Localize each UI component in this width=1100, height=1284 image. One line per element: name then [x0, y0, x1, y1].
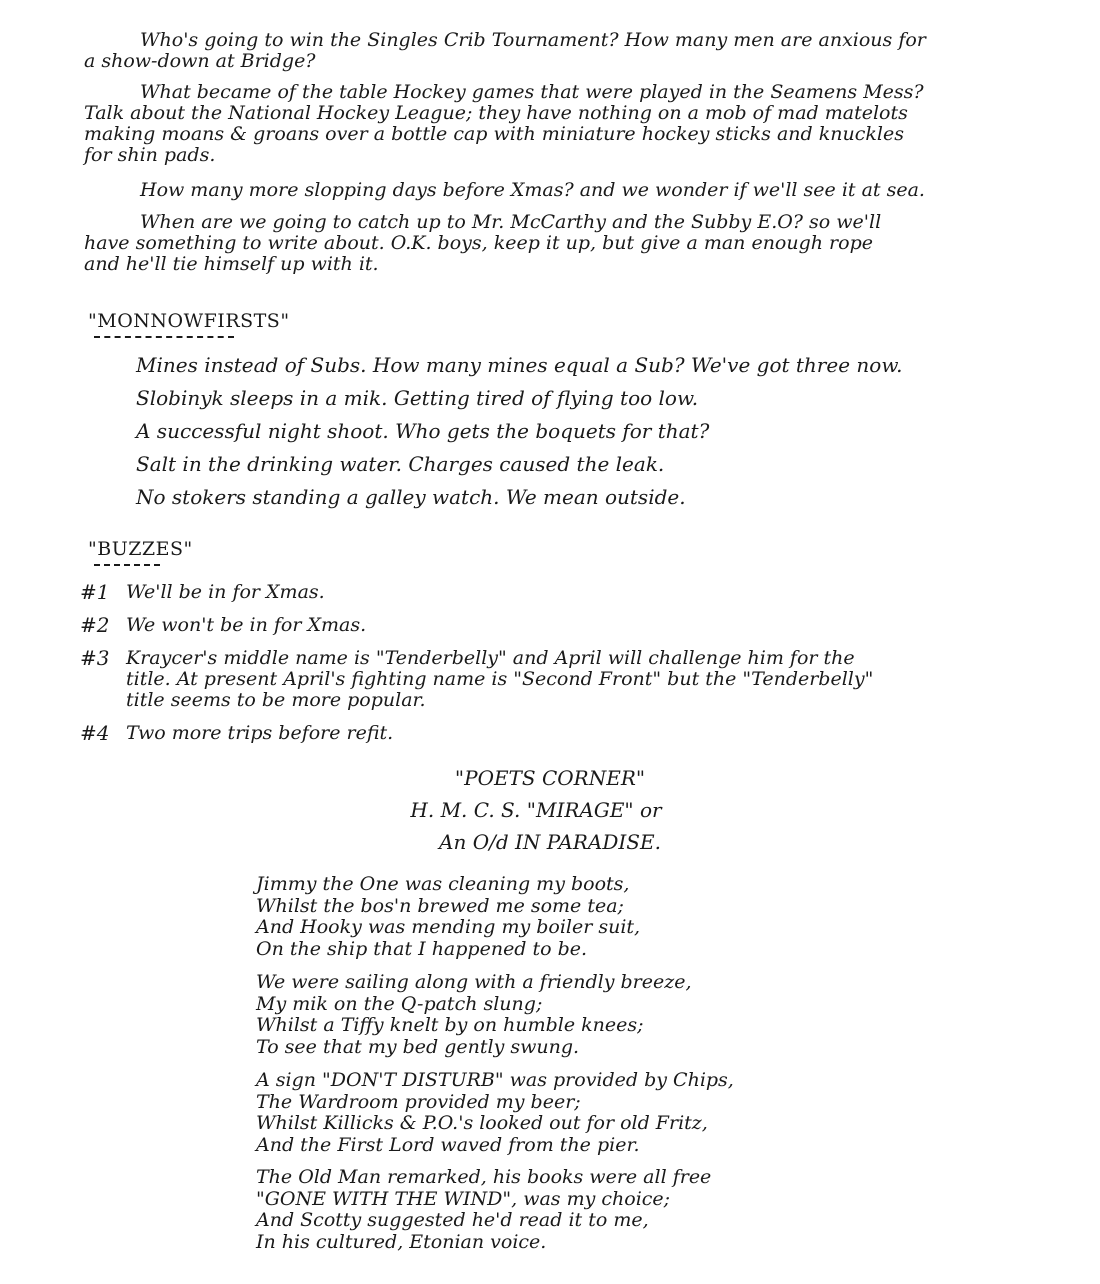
text-line: Two more trips before refit. [126, 722, 394, 744]
monnowfirsts-item: Mines instead of Subs. How many mines equal a Sub? We've got three now. [136, 353, 903, 377]
text-line: We won't be in for Xmas. [126, 614, 367, 636]
text-line: How many more slopping days before Xmas? and we wonder if we'll see it at sea. [140, 179, 925, 201]
poem-line: The Old Man remarked, his books were all free [256, 1166, 712, 1188]
text-line: for shin pads. [84, 144, 216, 166]
poem-line: In his cultured, Etonian voice. [256, 1230, 547, 1253]
heading-underline [94, 564, 160, 566]
buzz-number: #3 [80, 646, 110, 670]
heading-text: "BUZZES" [88, 538, 193, 560]
text-line: Kraycer's middle name is "Tenderbelly" and April will challenge him for the [126, 647, 855, 669]
paragraph-mccarthy [84, 212, 984, 275]
monnowfirsts-item: Slobinyk sleeps in a mik. Getting tired of flying too low. [136, 386, 699, 410]
monnowfirsts-item: No stokers standing a galley watch. We mean outside. [136, 485, 686, 509]
buzz-number: #1 [80, 580, 110, 604]
poem-line: Whilst Killicks & P.O.'s looked out for old Fritz, [256, 1112, 708, 1134]
poets-corner-subtitle: An O/d IN PARADISE. [439, 830, 661, 854]
buzz-text [126, 648, 986, 711]
poem-line: To see that my bed gently swung. [256, 1035, 580, 1058]
poem-line: Whilst the bos'n brewed me some tea; [256, 894, 624, 917]
section-heading-buzzes [88, 538, 193, 560]
poem-line: A sign "DON'T DISTURB" was provided by Chips, [256, 1069, 734, 1091]
paragraph-slopping-days [84, 180, 984, 201]
text-line: We'll be in for Xmas. [126, 581, 325, 603]
poem-line: And the First Lord waved from the pier. [256, 1133, 640, 1156]
text-line: and he'll tie himself up with it. [84, 253, 379, 275]
text-line: have something to write about. O.K. boys, keep it up, but give a man enough rope [84, 232, 873, 254]
poem-line: The Wardroom provided my beer; [256, 1090, 581, 1113]
poets-corner-title: "POETS CORNER" [454, 766, 646, 790]
poem-line: Whilst a Tiffy knelt by on humble knees; [256, 1014, 644, 1036]
poem-line: My mik on the Q-patch slung; [256, 992, 543, 1015]
poem-stanza [256, 972, 856, 1058]
monnowfirsts-item: Salt in the drinking water. Charges caused the leak. [136, 452, 665, 476]
paragraph-crib-tournament [84, 30, 984, 72]
text-line: Who's going to win the Singles Crib Tournament? How many men are anxious for [140, 29, 926, 51]
buzz-text [126, 582, 986, 603]
text-line: a show-down at Bridge? [84, 50, 316, 72]
section-heading-monnowfirsts [88, 310, 290, 332]
text-line: title. At present April's fighting name is "Second Front" but the "Tenderbelly" [126, 668, 874, 690]
text-line: What became of the table Hockey games that were played in the Seamens Mess? [140, 81, 924, 103]
poem-stanza [256, 1070, 856, 1156]
buzz-text [126, 723, 986, 744]
poem-line: We were sailing along with a friendly breeze, [256, 971, 692, 993]
heading-underline [94, 336, 234, 338]
text-line: Talk about the National Hockey League; they have nothing on a mob of mad matelots [84, 102, 908, 124]
poem-line: And Scotty suggested he'd read it to me, [256, 1209, 649, 1231]
buzz-number: #2 [80, 613, 110, 637]
poem-line: On the ship that I happened to be. [256, 937, 588, 960]
monnowfirsts-item: A successful night shoot. Who gets the boquets for that? [136, 419, 710, 443]
text-line: making moans & groans over a bottle cap with miniature hockey sticks and knuckles [84, 123, 904, 145]
poem-line: Jimmy the One was cleaning my boots, [256, 873, 630, 895]
poets-corner-subtitle: H. M. C. S. "MIRAGE" or [410, 798, 662, 822]
poem-stanza [256, 874, 856, 960]
poem-line: "GONE WITH THE WIND", was my choice; [256, 1187, 671, 1210]
buzz-number: #4 [80, 721, 110, 745]
poem-stanza [256, 1167, 856, 1253]
text-line: title seems to be more popular. [126, 689, 426, 711]
buzz-text [126, 615, 986, 636]
poem-line: And Hooky was mending my boiler suit, [256, 916, 641, 938]
paragraph-table-hockey [84, 82, 984, 166]
heading-text: "MONNOWFIRSTS" [88, 310, 290, 332]
text-line: When are we going to catch up to Mr. McCarthy and the Subby E.O? so we'll [140, 211, 882, 233]
